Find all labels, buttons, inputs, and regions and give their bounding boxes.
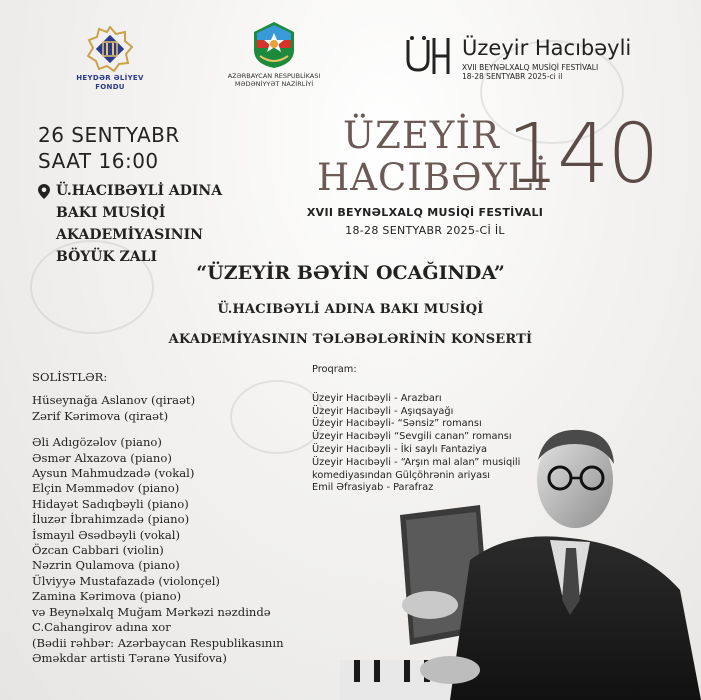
- list-item: (Bədii rəhbər: Azərbaycan Respublikasının: [32, 635, 284, 650]
- ministry-of-culture-logo: [214, 20, 334, 88]
- soloists-list: [32, 370, 312, 666]
- list-item: Üzeyir Hacıbəyli - İki saylı Fantaziya: [312, 443, 488, 455]
- event-datetime: [38, 122, 180, 174]
- list-item: komediyasından Gülçöhrənin ariyası: [312, 469, 491, 481]
- logo-caption-line: FONDU: [95, 83, 125, 91]
- list-item: Elçin Məmmədov (piano): [32, 481, 180, 496]
- list-item: Hüseynağa Aslanov (qiraət): [32, 393, 196, 408]
- list-item: Üzeyir Hacıbəyli- “Sənsiz” romansı: [312, 418, 482, 430]
- list-item: Zərif Kərimova (qiraət): [32, 408, 169, 423]
- venue-line: AKADEMİYASININ: [56, 227, 203, 243]
- list-item: Əli Adıgözəlov (piano): [32, 435, 162, 450]
- azerbaijan-state-emblem-icon: [250, 20, 298, 70]
- heydar-aliyev-foundation-logo: [70, 26, 150, 92]
- festival-logo-subtitle: [462, 63, 598, 81]
- venue-line: Ü.HACIBƏYLİ ADINA: [56, 183, 223, 199]
- list-item: Hidayət Sadıqbəyli (piano): [32, 496, 189, 511]
- title-festival-name: XVII BEYNƏLXALQ MUSİQİ FESTİVALI: [306, 206, 544, 219]
- list-item: Üzeyir Hacıbəyli - Aşıqsayağı: [312, 405, 454, 417]
- list-item: Ülviyyə Mustafazadə (violonçel): [32, 573, 220, 588]
- title-uzeyir: ÜZEYİR: [343, 114, 500, 157]
- event-venue: [38, 180, 228, 268]
- heydar-aliyev-foundation-emblem-icon: [87, 26, 133, 72]
- logo-caption-line: 18-28 SENTYABR 2025-ci il: [462, 72, 563, 81]
- logo-caption-line: AZƏRBAYCAN RESPUBLİKASI: [227, 72, 321, 80]
- list-item: Əsmər Alxazova (piano): [32, 450, 172, 465]
- title-anniversary-number: 140: [507, 107, 658, 202]
- list-item: İluzər İbrahimzadə (piano): [32, 512, 190, 527]
- logo-caption-line: HEYDƏR ƏLİYEV: [76, 74, 144, 82]
- program-heading: Proqram:: [312, 364, 357, 375]
- list-item: Üzeyir Hacıbəyli “Sevgili canan” romansı: [312, 431, 512, 443]
- list-item: Üzeyir Hacıbəyli - Arazbarı: [312, 392, 442, 404]
- concert-subtitle-line-2: AKADEMİYASININ TƏLƏBƏLƏRİNİN KONSERTİ: [168, 332, 533, 347]
- venue-line: BÖYÜK ZALI: [56, 249, 158, 265]
- heydar-aliyev-foundation-name: [70, 74, 150, 92]
- list-item: C.Cahangirov adına xor: [32, 620, 171, 635]
- location-pin-icon: [38, 184, 50, 199]
- list-item: Üzeyir Hacıbəyli - “Arşın mal alan” musiqili: [312, 456, 521, 468]
- list-item: Zamina Kərimova (piano): [32, 589, 182, 604]
- uh-monogram-icon: [404, 34, 456, 76]
- ministry-of-culture-name: [214, 72, 334, 88]
- festival-logo-name: Üzeyir Hacıbəyli: [462, 36, 632, 60]
- list-item: və Beynəlxalq Muğam Mərkəzi nəzdində: [32, 604, 271, 619]
- title-festival-dates: 18-28 SENTYABR 2025-Cİ İL: [345, 224, 505, 237]
- program-list: [312, 364, 562, 495]
- event-date: 26 SENTYABR: [38, 123, 180, 147]
- logo-caption-line: XVII BEYNƏLXALQ MUSİQİ FESTİVALI: [462, 63, 599, 72]
- concert-title: “ÜZEYİR BƏYİN OCAĞINDA”: [196, 262, 505, 284]
- list-item: İsmayıl Əsədbəyli (vokal): [32, 527, 180, 542]
- list-item: Emil Əfrasiyab - Parafraz: [312, 482, 434, 494]
- list-item: Nəzrin Qulamova (piano): [32, 558, 180, 573]
- list-item: Özcan Cabbari (violin): [32, 543, 164, 558]
- list-item: Əməkdar artisti Təranə Yusifova): [32, 650, 227, 665]
- list-item: Aysun Mahmudzadə (vokal): [32, 466, 195, 481]
- venue-line: BAKI MUSİQİ: [56, 205, 166, 221]
- title-hacibeyli: HACIBƏYLİ: [317, 156, 550, 199]
- concert-subtitle-line-1: Ü.HACIBƏYLİ ADINA BAKI MUSİQİ: [217, 302, 484, 317]
- event-time: SAAT 16:00: [38, 149, 159, 173]
- soloists-heading: SOLİSTLƏR:: [32, 370, 108, 384]
- logo-caption-line: MƏDƏNİYYƏT NAZİRLİYİ: [234, 80, 314, 88]
